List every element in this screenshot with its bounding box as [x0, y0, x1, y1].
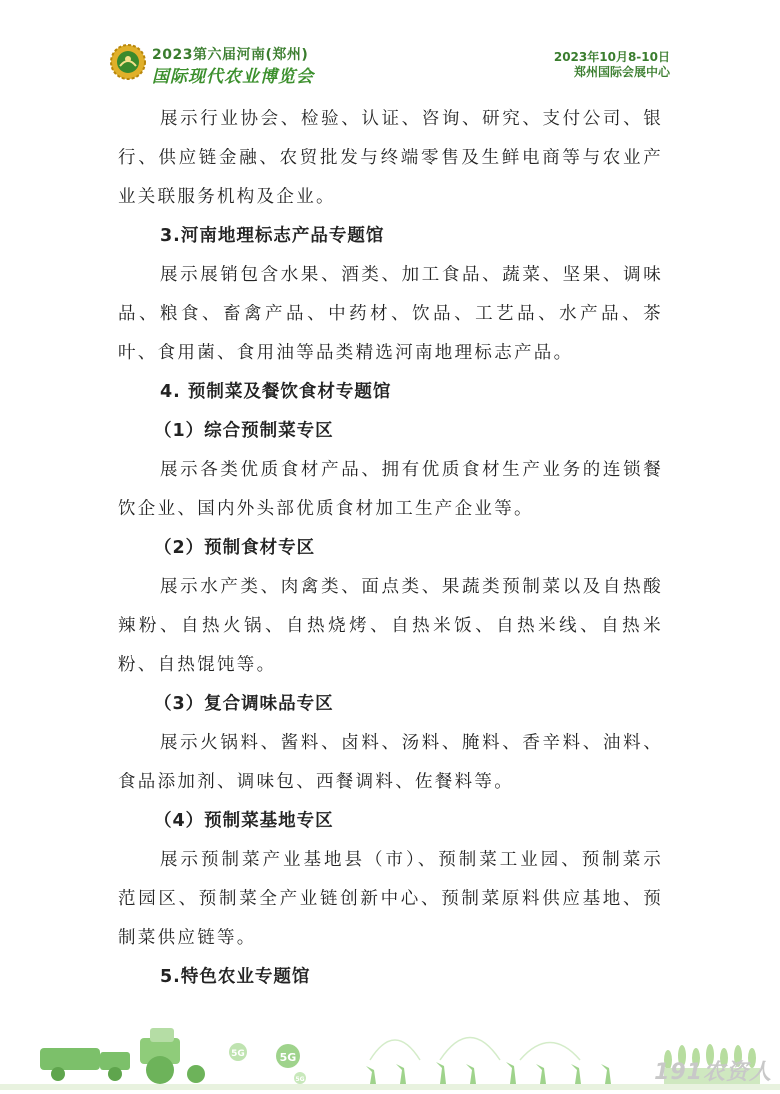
page-header	[0, 0, 780, 100]
svg-text:5G: 5G	[231, 1049, 245, 1059]
paragraph: 展示水产类、肉禽类、面点类、果蔬类预制菜以及自热酸辣粉、自热火锅、自热烧烤、自热米饭、自热米线、自热米粉、自热馄饨等。	[118, 577, 663, 675]
paragraph: 展示各类优质食材产品、拥有优质食材生产业务的连锁餐饮企业、国内外头部优质食材加工生产企业等。	[118, 460, 663, 519]
truck-icon	[40, 1048, 130, 1081]
subsection-heading: （2）预制食材专区	[154, 538, 316, 558]
svg-text:5G: 5G	[295, 1076, 305, 1083]
document-body	[118, 100, 663, 997]
event-venue: 郑州国际会展中心	[573, 65, 670, 79]
event-subtitle: 国际现代农业博览会	[152, 67, 314, 87]
event-title: 2023第六届河南(郑州)	[152, 47, 309, 63]
event-date-venue	[554, 50, 670, 80]
subsection-heading: （1）综合预制菜专区	[154, 421, 334, 441]
crop-icon	[366, 1062, 611, 1084]
5g-badge-icon	[229, 1043, 247, 1061]
section-heading: 3.河南地理标志产品专题馆	[160, 226, 385, 246]
expo-logo-icon	[110, 44, 146, 80]
5g-badge-icon	[294, 1072, 306, 1084]
section-heading: 4. 预制菜及餐饮食材专题馆	[160, 382, 392, 402]
paragraph: 展示火锅料、酱料、卤料、汤料、腌料、香辛料、油料、食品添加剂、调味包、西餐调料、佐餐料等。	[118, 733, 663, 792]
subsection-heading: （3）复合调味品专区	[154, 694, 334, 714]
paragraph: 展示展销包含水果、酒类、加工食品、蔬菜、坚果、调味品、粮食、畜禽产品、中药材、饮品、工艺品、水产品、茶叶、食用菌、食用油等品类精选河南地理标志产品。	[118, 265, 663, 363]
paragraph: 展示行业协会、检验、认证、咨询、研究、支付公司、银行、供应链金融、农贸批发与终端零售及生鲜电商等与农业产业关联服务机构及企业。	[118, 109, 663, 207]
paragraph: 展示预制菜产业基地县（市）、预制菜工业园、预制菜示范园区、预制菜全产业链创新中心、预制菜原料供应基地、预制菜供应链等。	[118, 850, 663, 948]
5g-badge-icon	[276, 1044, 300, 1068]
section-heading: 5.特色农业专题馆	[160, 967, 311, 987]
svg-text:5G: 5G	[279, 1051, 297, 1064]
watermark: 191农资人	[654, 1060, 772, 1085]
tractor-icon	[140, 1028, 205, 1084]
event-date: 2023年10月8-10日	[553, 50, 670, 64]
subsection-heading: （4）预制菜基地专区	[154, 811, 334, 831]
sprinkler-icon	[370, 1038, 580, 1061]
page-footer	[0, 1000, 780, 1090]
